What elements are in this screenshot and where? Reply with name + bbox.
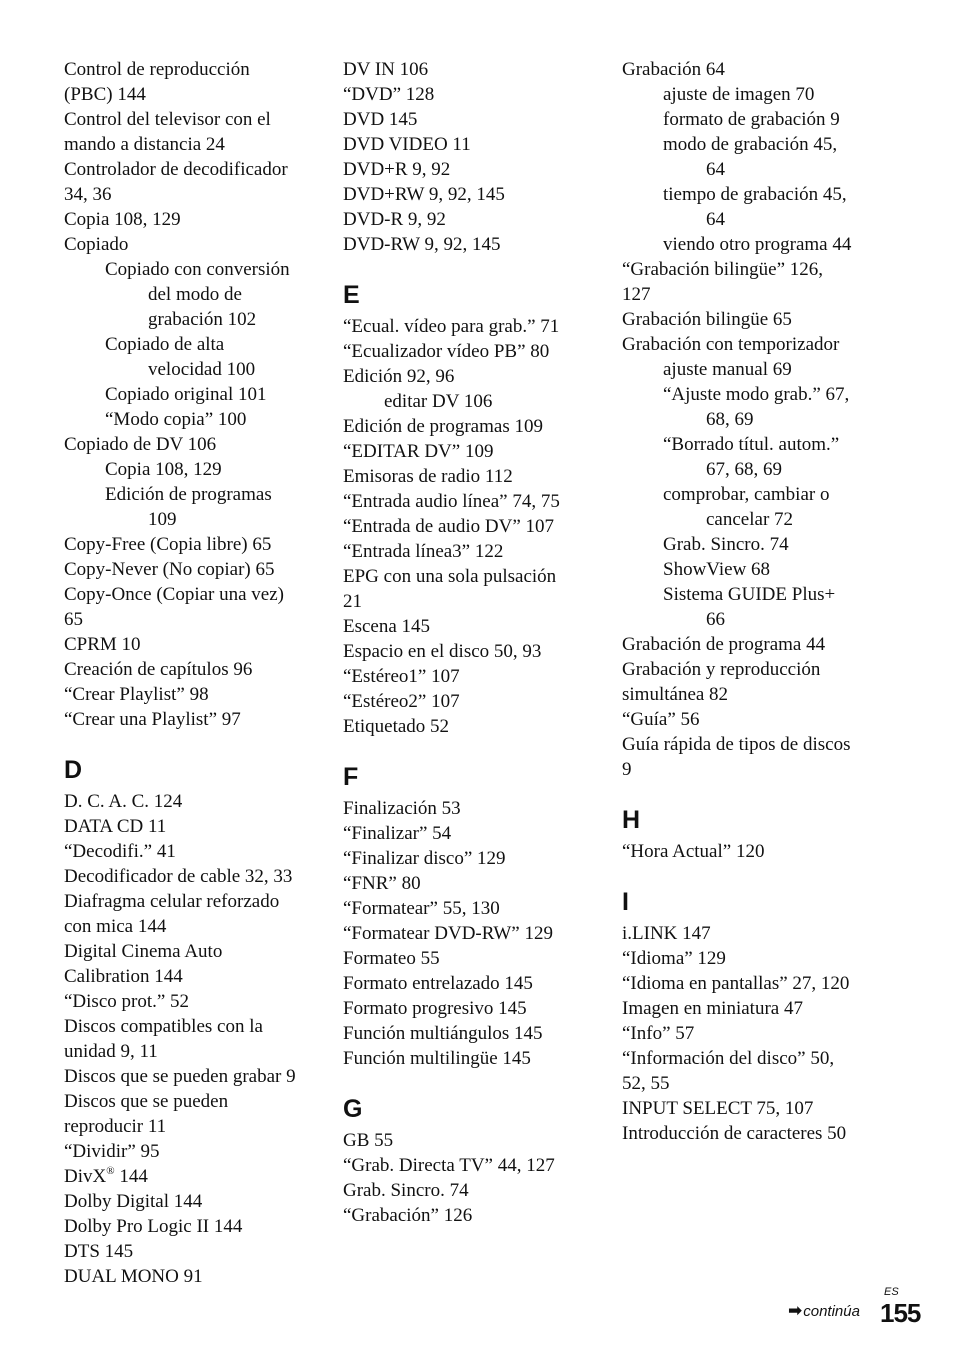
index-entry: “Disco prot.” 52 <box>64 991 190 1012</box>
index-entry: EPG con una sola pulsación <box>343 566 557 587</box>
index-entry: “Idioma en pantallas” 27, 120 <box>622 973 850 994</box>
index-entry: “Grabación” 126 <box>343 1205 473 1226</box>
index-entry: 21 <box>343 591 362 612</box>
index-entry: “Dividir” 95 <box>64 1141 160 1162</box>
index-entry: INPUT SELECT 75, 107 <box>622 1098 814 1119</box>
index-entry: Controlador de decodificador <box>64 159 288 180</box>
index-entry: DATA CD 11 <box>64 816 167 837</box>
index-entry: Formato progresivo 145 <box>343 998 527 1019</box>
index-subentry: 109 <box>148 509 177 530</box>
index-subentry: formato de grabación 9 <box>663 109 840 130</box>
index-entry: Grabación y reproducción <box>622 659 821 680</box>
index-entry: DVD+R 9, 92 <box>343 159 451 180</box>
index-column-3 <box>622 57 884 1146</box>
index-entry: Formato entrelazado 145 <box>343 973 533 994</box>
index-subentry: 64 <box>706 159 725 180</box>
index-entry: Copy-Once (Copiar una vez) <box>64 584 285 605</box>
index-subentry: tiempo de grabación 45, <box>663 184 847 205</box>
index-subentry: Copiado original 101 <box>105 384 267 405</box>
index-entry: Formateo 55 <box>343 948 440 969</box>
index-entry: Emisoras de radio 112 <box>343 466 513 487</box>
index-entry: 34, 36 <box>64 184 112 205</box>
index-entry: Edición 92, 96 <box>343 366 455 387</box>
index-entry: D. C. A. C. 124 <box>64 791 183 812</box>
section-letter-heading: F <box>343 763 359 791</box>
index-entry: “Formatear” 55, 130 <box>343 898 500 919</box>
index-subentry: modo de grabación 45, <box>663 134 838 155</box>
index-entry: “Crear una Playlist” 97 <box>64 709 241 730</box>
index-entry: Diafragma celular reforzado <box>64 891 280 912</box>
index-subentry: “Borrado títul. autom.” <box>663 434 840 455</box>
index-entry: mando a distancia 24 <box>64 134 225 155</box>
index-entry: GB 55 <box>343 1130 394 1151</box>
index-entry: Creación de capítulos 96 <box>64 659 253 680</box>
index-entry: Digital Cinema Auto <box>64 941 223 962</box>
index-entry: Grabación con temporizador <box>622 334 840 355</box>
index-entry: Edición de programas 109 <box>343 416 543 437</box>
index-subentry: 66 <box>706 609 725 630</box>
index-entry: con mica 144 <box>64 916 167 937</box>
index-subentry: “Ajuste modo grab.” 67, <box>663 384 850 405</box>
page-number: 155 <box>880 1298 921 1328</box>
index-entry: “Guía” 56 <box>622 709 700 730</box>
index-subentry: velocidad 100 <box>148 359 256 380</box>
index-entry: “Finalizar disco” 129 <box>343 848 506 869</box>
index-entry: DVD-RW 9, 92, 145 <box>343 234 501 255</box>
index-subentry: Edición de programas <box>105 484 272 505</box>
index-entry: Copia 108, 129 <box>64 209 181 230</box>
index-entry: DVD-R 9, 92 <box>343 209 446 230</box>
section-letter-heading: E <box>343 281 360 309</box>
index-entry: Función multiángulos 145 <box>343 1023 543 1044</box>
index-column-2 <box>343 57 605 1228</box>
index-entry: DUAL MONO 91 <box>64 1266 203 1287</box>
index-subentry: cancelar 72 <box>706 509 794 530</box>
index-entry: 52, 55 <box>622 1073 670 1094</box>
index-entry: “Formatear DVD-RW” 129 <box>343 923 553 944</box>
index-subentry: Copiado de alta <box>105 334 225 355</box>
index-entry: Introducción de caracteres 50 <box>622 1123 847 1144</box>
index-entry: Discos que se pueden grabar 9 <box>64 1066 296 1087</box>
index-entry: “Grabación bilingüe” 126, <box>622 259 824 280</box>
index-subentry: ShowView 68 <box>663 559 771 580</box>
index-entry: Copiado <box>64 234 129 255</box>
index-entry: “Ecualizador vídeo PB” 80 <box>343 341 550 362</box>
index-entry: Discos que se pueden <box>64 1091 229 1112</box>
index-entry: Control del televisor con el <box>64 109 271 130</box>
index-subentry: comprobar, cambiar o <box>663 484 830 505</box>
index-entry: Copy-Free (Copia libre) 65 <box>64 534 272 555</box>
index-entry: DVD VIDEO 11 <box>343 134 471 155</box>
index-entry: “Crear Playlist” 98 <box>64 684 209 705</box>
index-subentry: Copia 108, 129 <box>105 459 222 480</box>
index-entry: “DVD” 128 <box>343 84 435 105</box>
index-entry: “Finalizar” 54 <box>343 823 452 844</box>
index-entry: Decodificador de cable 32, 33 <box>64 866 293 887</box>
index-entry: “EDITAR DV” 109 <box>343 441 494 462</box>
index-entry: Control de reproducción <box>64 59 250 80</box>
index-entry: “Ecual. vídeo para grab.” 71 <box>343 316 560 337</box>
index-subentry: ajuste manual 69 <box>663 359 792 380</box>
index-entry: 127 <box>622 284 651 305</box>
index-entry: Copiado de DV 106 <box>64 434 217 455</box>
index-entry: “Entrada línea3” 122 <box>343 541 504 562</box>
index-subentry: 68, 69 <box>706 409 754 430</box>
section-letter-heading: I <box>622 888 629 916</box>
index-entry: 9 <box>622 759 632 780</box>
index-entry: Calibration 144 <box>64 966 183 987</box>
index-entry: i.LINK 147 <box>622 923 711 944</box>
index-subentry: ajuste de imagen 70 <box>663 84 815 105</box>
index-subentry: Grab. Sincro. 74 <box>663 534 789 555</box>
index-entry: CPRM 10 <box>64 634 141 655</box>
index-entry: Discos compatibles con la <box>64 1016 263 1037</box>
index-entry: Etiquetado 52 <box>343 716 450 737</box>
index-entry: reproducir 11 <box>64 1116 167 1137</box>
index-entry: simultánea 82 <box>622 684 729 705</box>
index-entry: Espacio en el disco 50, 93 <box>343 641 542 662</box>
index-entry: “Decodifi.” 41 <box>64 841 176 862</box>
continue-note <box>788 1301 860 1321</box>
index-entry: Grabación de programa 44 <box>622 634 826 655</box>
index-entry: “Entrada de audio DV” 107 <box>343 516 555 537</box>
index-entry: Función multilingüe 145 <box>343 1048 531 1069</box>
index-subentry: 64 <box>706 209 725 230</box>
index-subentry: 67, 68, 69 <box>706 459 782 480</box>
index-column-1 <box>64 57 326 1289</box>
index-entry: “Estéreo2” 107 <box>343 691 460 712</box>
index-entry: “Información del disco” 50, <box>622 1048 835 1069</box>
index-entry: Finalización 53 <box>343 798 461 819</box>
index-entry: (PBC) 144 <box>64 84 146 105</box>
index-entry: DVD+RW 9, 92, 145 <box>343 184 505 205</box>
index-entry: “Entrada audio línea” 74, 75 <box>343 491 560 512</box>
index-entry: Escena 145 <box>343 616 431 637</box>
index-entry-term: DivX <box>64 1166 107 1187</box>
index-entry <box>64 1164 326 1189</box>
continue-label: continúa <box>803 1303 860 1320</box>
index-entry: “Idioma” 129 <box>622 948 726 969</box>
index-entry-pages: 144 <box>114 1166 148 1187</box>
registered-mark: ® <box>106 1165 115 1177</box>
index-entry: “Grab. Directa TV” 44, 127 <box>343 1155 555 1176</box>
section-letter-heading: G <box>343 1095 363 1123</box>
index-subentry: grabación 102 <box>148 309 257 330</box>
section-letter-heading: H <box>622 806 641 834</box>
index-entry: Grabación 64 <box>622 59 725 80</box>
index-entry: DTS 145 <box>64 1241 134 1262</box>
index-entry: “Hora Actual” 120 <box>622 841 765 862</box>
index-entry: DV IN 106 <box>343 59 429 80</box>
index-entry: Grabación bilingüe 65 <box>622 309 792 330</box>
index-entry: Copy-Never (No copiar) 65 <box>64 559 275 580</box>
index-entry: Dolby Digital 144 <box>64 1191 203 1212</box>
index-entry: unidad 9, 11 <box>64 1041 158 1062</box>
index-entry: “Estéreo1” 107 <box>343 666 460 687</box>
right-arrow-icon: ➡ <box>788 1301 803 1320</box>
index-subentry: del modo de <box>148 284 242 305</box>
index-entry: DVD 145 <box>343 109 418 130</box>
language-code: ES <box>884 1286 899 1298</box>
index-entry: Grab. Sincro. 74 <box>343 1180 469 1201</box>
index-entry: “FNR” 80 <box>343 873 421 894</box>
index-entry: 65 <box>64 609 83 630</box>
index-subentry: Copiado con conversión <box>105 259 290 280</box>
index-entry: Imagen en miniatura 47 <box>622 998 803 1019</box>
index-entry: Guía rápida de tipos de discos <box>622 734 851 755</box>
index-subentry: Sistema GUIDE Plus+ <box>663 584 836 605</box>
index-subentry: “Modo copia” 100 <box>105 409 247 430</box>
index-entry: Dolby Pro Logic II 144 <box>64 1216 243 1237</box>
index-subentry: viendo otro programa 44 <box>663 234 852 255</box>
index-entry: “Info” 57 <box>622 1023 695 1044</box>
section-letter-heading: D <box>64 756 83 784</box>
index-subentry: editar DV 106 <box>384 391 493 412</box>
